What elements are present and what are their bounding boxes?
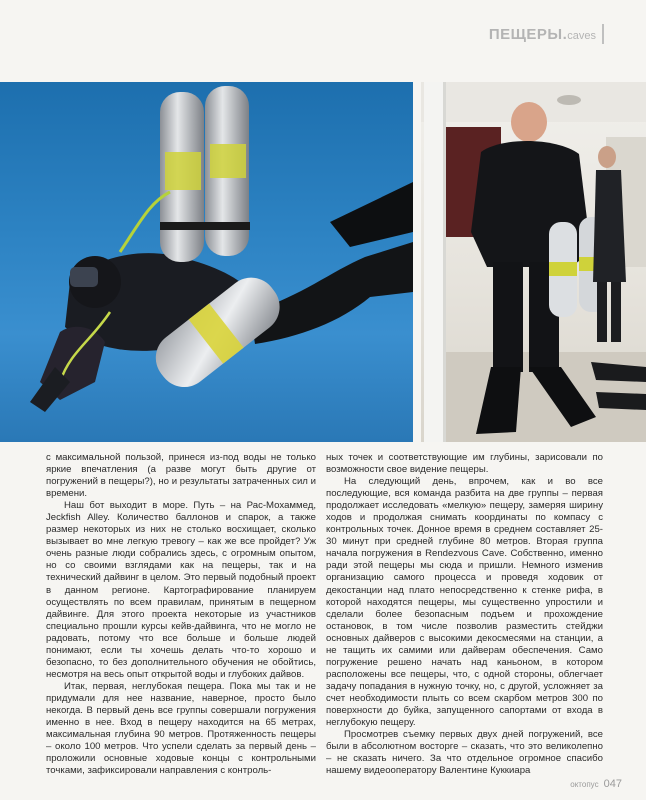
- text-column-right: [326, 452, 603, 777]
- page-footer: [570, 778, 622, 790]
- running-header: [489, 24, 604, 44]
- header-divider: [602, 24, 604, 44]
- paragraph: Просмотрев съемку первых двух дней погружений, все были в абсолютном восторге – сказать, что это великолепно – не сказать ничего. За что отдельное огромное спасибо нашему видеооператору Валентине Куккиара: [326, 729, 603, 777]
- paragraph: Наш бот выходит в море. Путь – на Рас-Мохаммед, Jeckfish Alley. Количество баллонов и спарок, а также размер некоторых из них не столько восхищает, сколько вызывает во мне легкую тревогу – как же все пройдет? Уж очень разные люди собрались здесь, с огромным опытом, но со своими взглядами как на пещеры, так и на технический дайвинг в целом. Это первый подобный проект в данном регионе. Картографирование планируем осуществлять по всем правилам, принятым в пещерном дайвинге. Для этого проекта некоторые из участников специально прошли курсы кейв-дайвинга, что не могло не радовать, потому что все больше и больше людей понимают, если ты хочешь делать что-то хорошо и безопасно, то без дополнительного обучения не обойтись, несмотря на весь опыт открытой воды и глубоких дайвов.: [46, 500, 316, 680]
- paragraph: Итак, первая, неглубокая пещера. Пока мы так и не придумали для нее название, наверное, просто было некогда. В первый день все группы совершали погружения именно в нее. Вход в пещеру находится на 65 метрах, максимальная глубина 90 метров. Протяженность пещеры – около 100 метров. Что успели сделать за первый день – проложили основные ходовые концы с контрольными точками, зафиксировали направления с контроль-: [46, 680, 316, 777]
- section-title: ПЕЩЕРЫ.caves: [488, 25, 596, 43]
- underwater-diver-photo: [0, 82, 413, 442]
- page-number: 047: [603, 778, 622, 790]
- magazine-name: октопус: [570, 780, 599, 789]
- paragraph: с максимальной пользой, принеся из-под воды не только яркие впечатления (а разве могут быть другие от погружений в пещеры?), но и результаты затраченных сил и времени.: [46, 452, 316, 500]
- paragraph: ных точек и соответствующие им глубины, зарисовали по возможности свое видение пещеры.: [326, 452, 603, 476]
- text-column-left: [46, 452, 316, 777]
- diver-on-deck-photo: [421, 82, 646, 442]
- paragraph: На следующий день, впрочем, как и во все последующие, вся команда разбита на две группы – первая продолжает исследовать «мелкую» пещеру, замеряя ширину ходов и продолжая снимать координаты по компасу с контрольных точек. Донное время в среднем составляет 25-30 минут при средней глубине 80 метров. Вторая группа начала погружения в Rendezvous Cave. Собственно, именно ради этой пещеры мы сюда и пришли. Немного изменив организацию самого процесса и проведя ходовик от декостанции над плато непосредственно к стенке рифа, в которой находятся пещеры, мы существенно упростили и сделали более безопасным подъем и прохождение остановок, в том числе позволив разместить стейджи основных дайверов с высокими декосмесями на станции, а не тащить их самими или дайверам обеспечения. Само погружение решено начать над каньоном, в котором расположены все пещеры, что, с одной стороны, облегчает задачу попадания в нужную точку, но, с другой, усложняет за счет необходимости плыть со всем скарбом метров 300 по поверхности до буйка, запущенного сапортами от входа в неглубокую пещеру.: [326, 476, 603, 729]
